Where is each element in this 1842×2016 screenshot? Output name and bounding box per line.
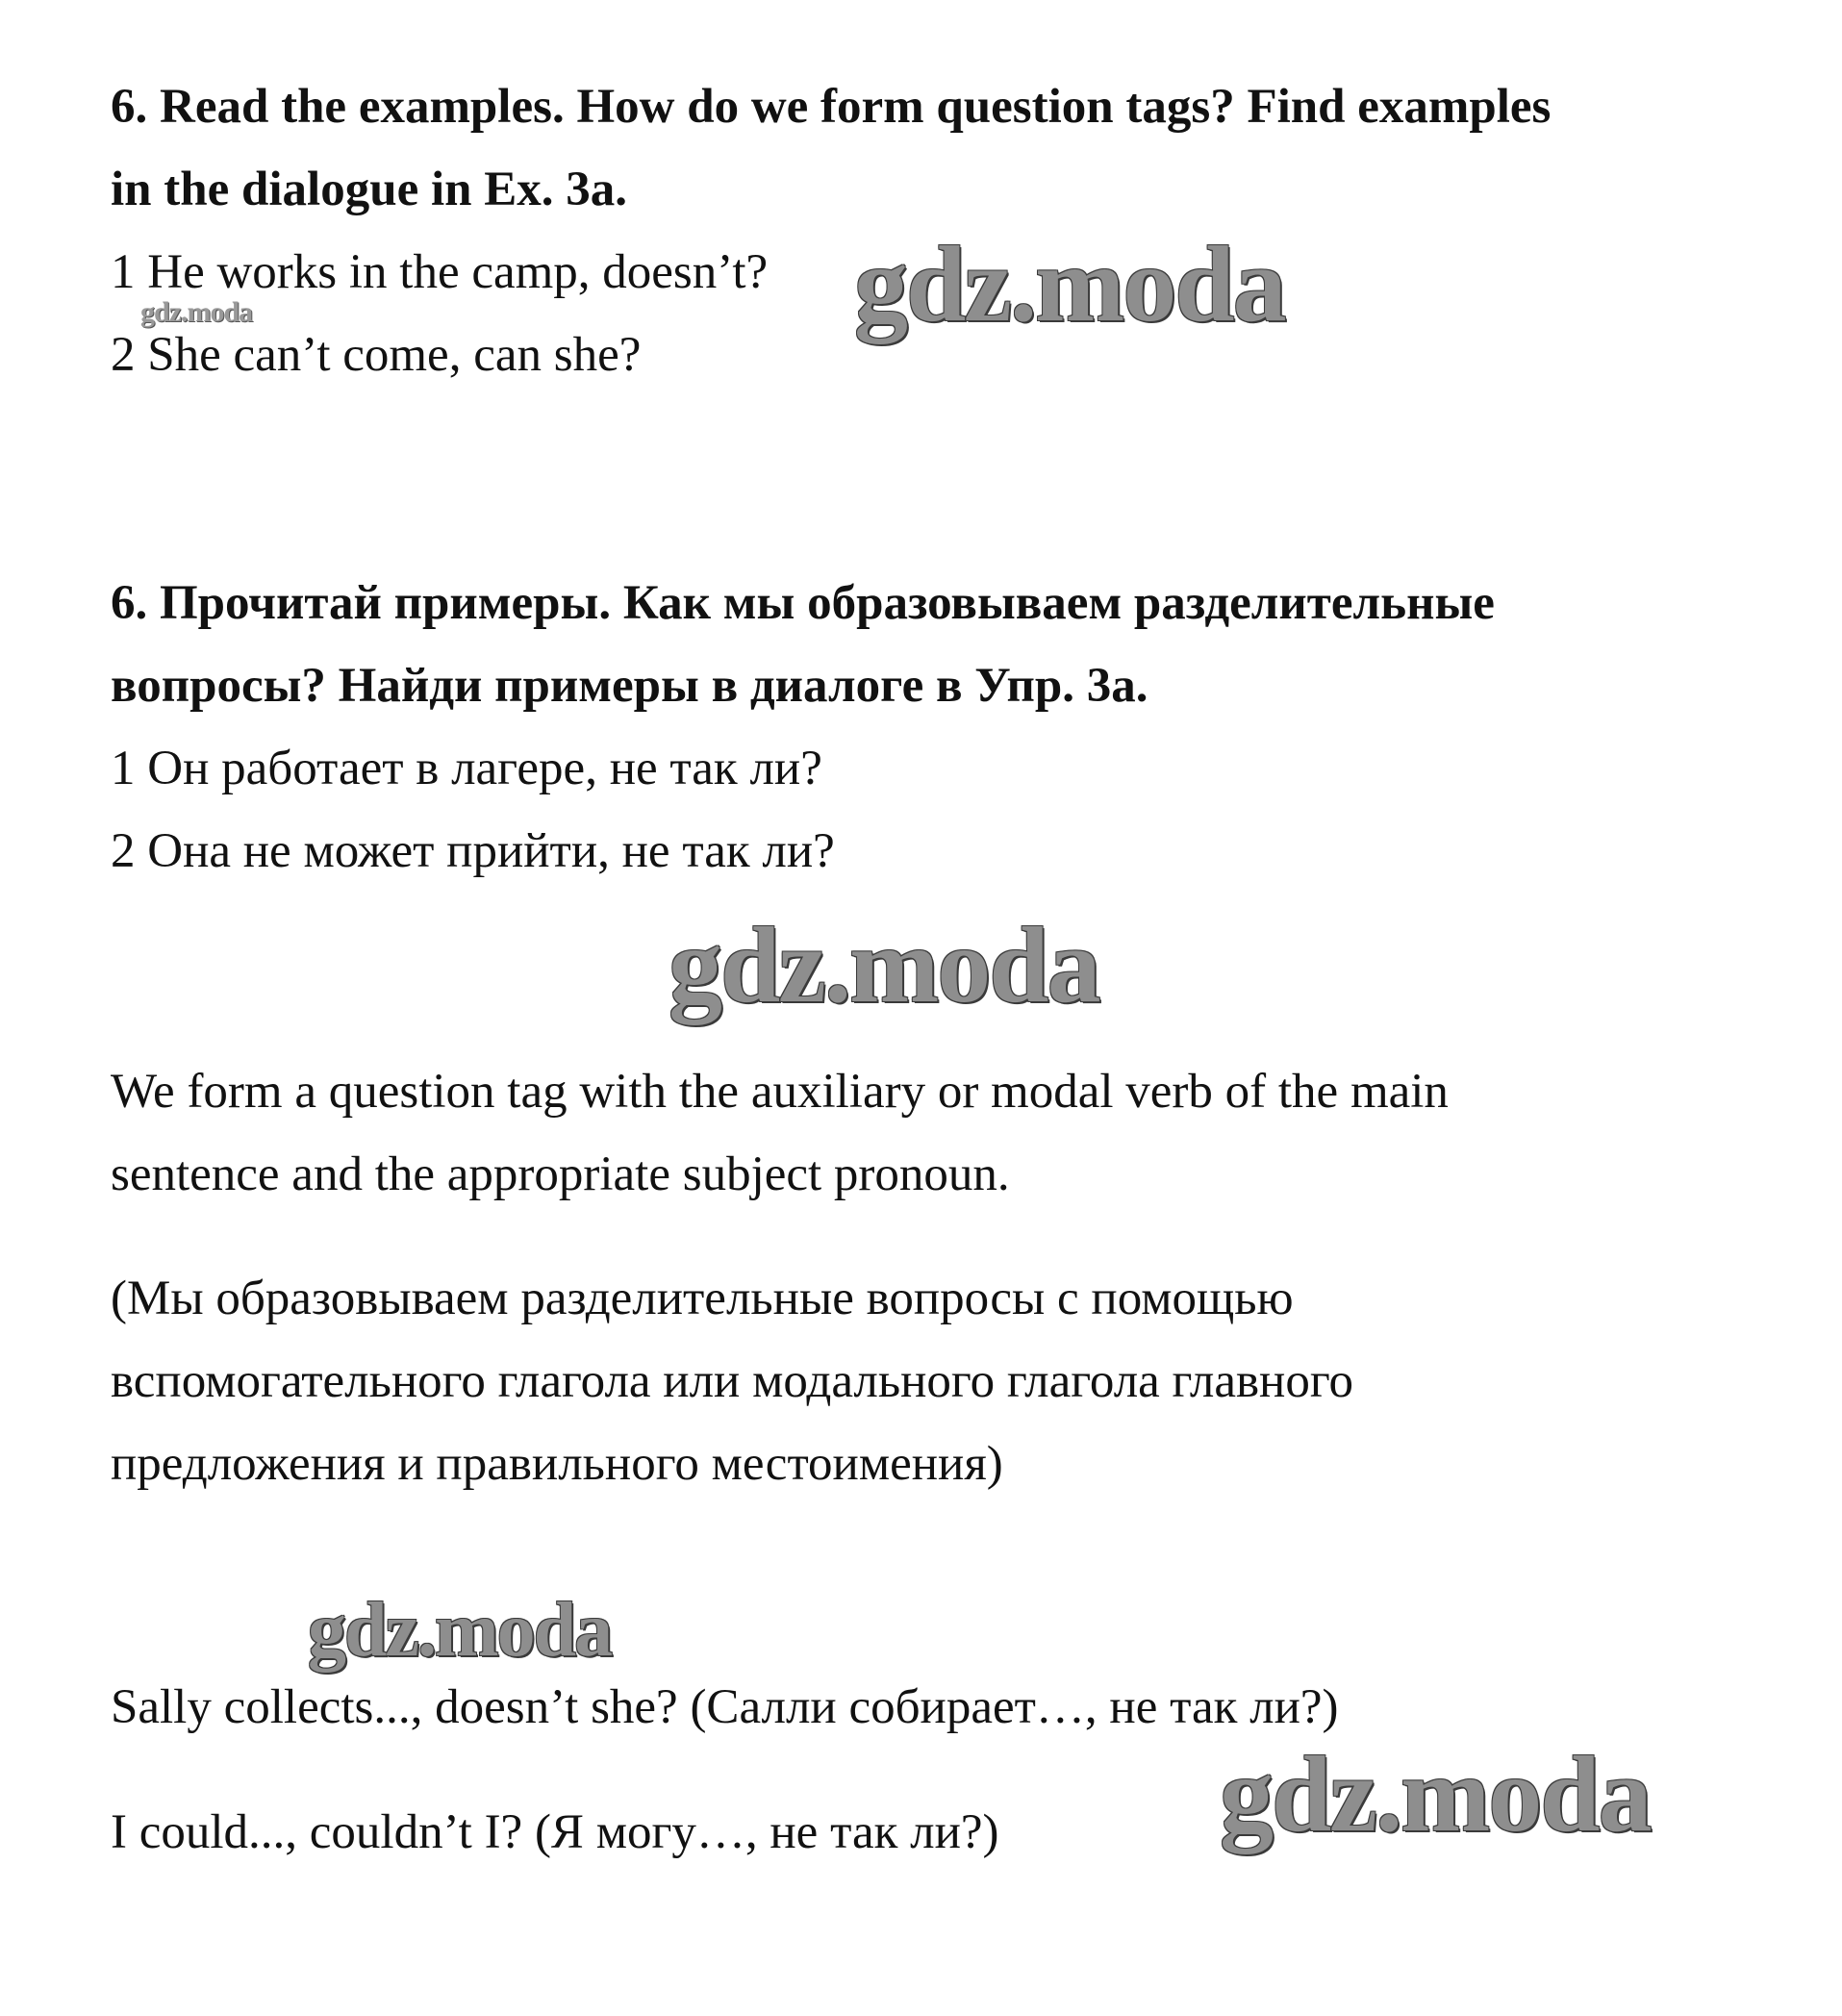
task-ru-example-2: 2 Она не может прийти, не так ли? bbox=[111, 824, 835, 878]
answer-ru-line-2: вспомогательного глагола или модального глагола главного bbox=[111, 1354, 1353, 1408]
answer-ru-line-3: предложения и правильного местоимения) bbox=[111, 1437, 1003, 1491]
watermark-logo-lower: gdz.moda bbox=[308, 1588, 612, 1673]
task-en-title-line-1: 6. Read the examples. How do we form question tags? Find examples bbox=[111, 80, 1552, 134]
watermark-logo-bottom: gdz.moda bbox=[1220, 1735, 1651, 1854]
example-line-2: I could..., couldn’t I? (Я могу…, не так ли?) bbox=[111, 1805, 999, 1859]
task-en-example-1: 1 He works in the camp, doesn’t? bbox=[111, 245, 769, 299]
example-line-1: Sally collects..., doesn’t she? (Салли собирает…, не так ли?) bbox=[111, 1680, 1339, 1734]
watermark-logo-small: gdz.moda bbox=[140, 296, 253, 328]
answer-en-line-2: sentence and the appropriate subject pronoun. bbox=[111, 1147, 1010, 1201]
task-en-example-2: 2 She can’t come, can she? bbox=[111, 328, 642, 382]
answer-en-line-1: We form a question tag with the auxiliary or modal verb of the main bbox=[111, 1065, 1449, 1119]
watermark-logo: gdz.moda bbox=[854, 225, 1285, 344]
answer-ru-line-1: (Мы образовываем разделительные вопросы с помощью bbox=[111, 1272, 1294, 1325]
task-ru-title-line-2: вопросы? Найди примеры в диалоге в Упр. 3а. bbox=[111, 659, 1148, 713]
task-en-title-line-2: in the dialogue in Ex. 3a. bbox=[111, 163, 628, 216]
task-ru-title-line-1: 6. Прочитай примеры. Как мы образовываем разделительные bbox=[111, 576, 1495, 630]
watermark-logo-center: gdz.moda bbox=[669, 906, 1099, 1025]
task-ru-example-1: 1 Он работает в лагере, не так ли? bbox=[111, 742, 822, 795]
